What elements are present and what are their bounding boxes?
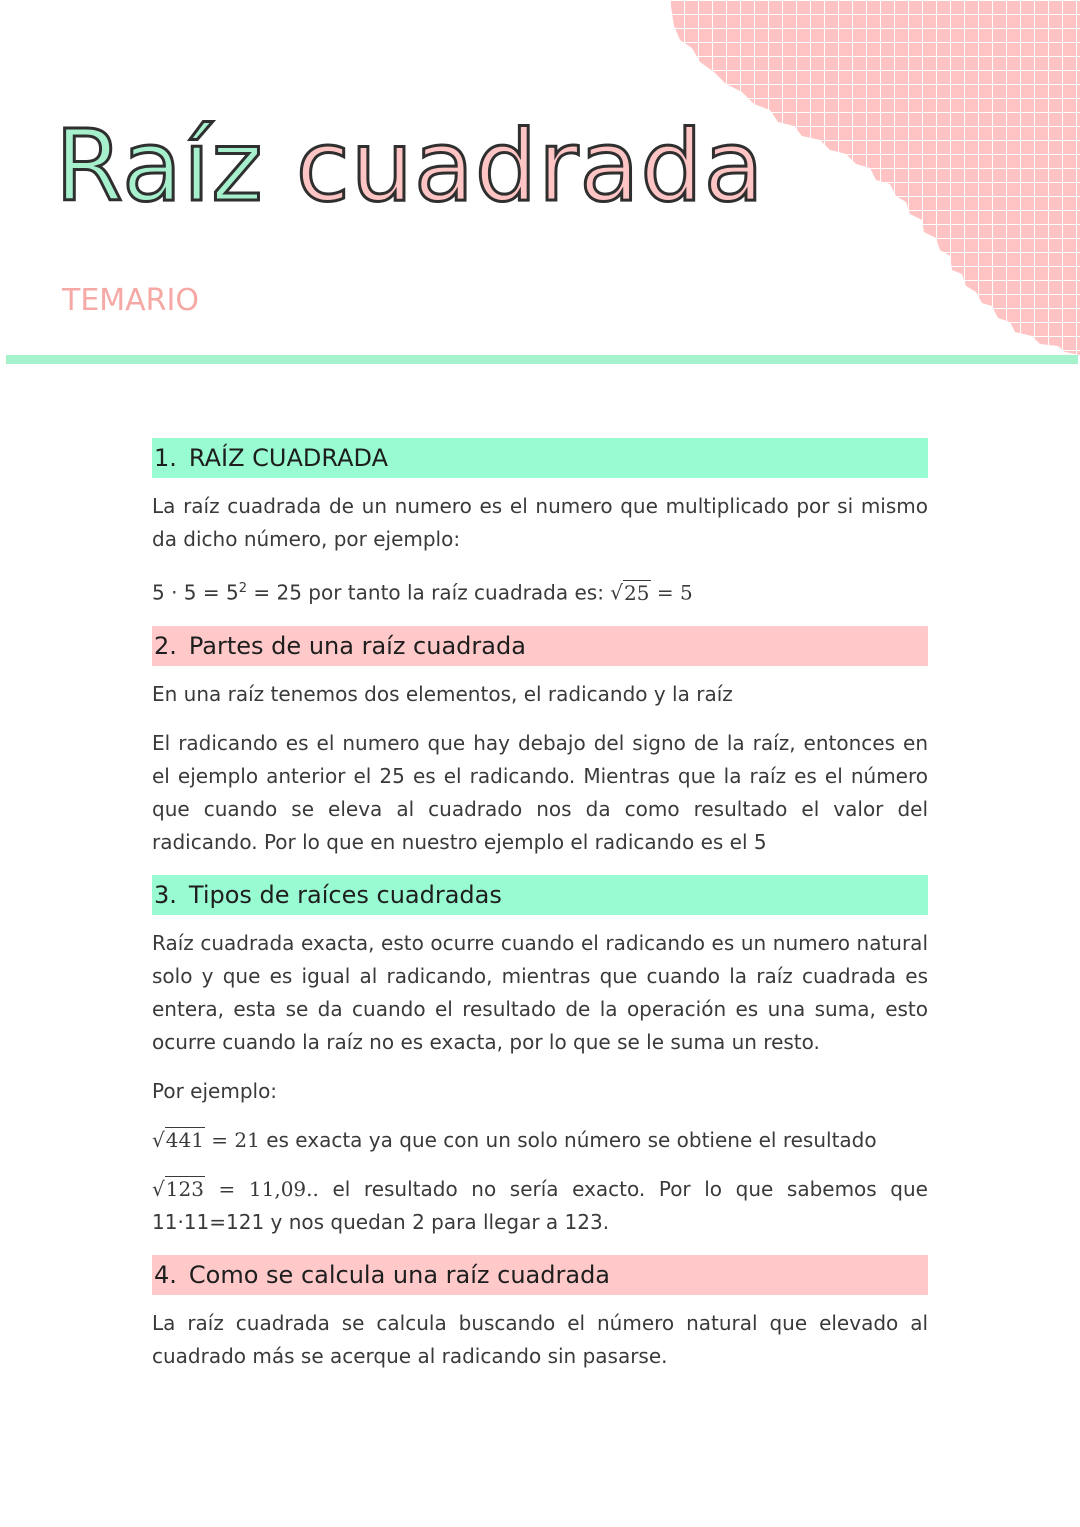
section-2-heading: 2. Partes de una raíz cuadrada — [152, 626, 928, 666]
section-1-example: $5 \cdot 5 = 5^2 = 25$ por tanto la raíz cuadrada es: √25 = 5 — [152, 580, 693, 605]
sqrt-25-expression: √25 = 5 — [610, 580, 693, 605]
page-title: Raíz cuadrada — [55, 110, 765, 224]
subtitle-temario: TEMARIO — [62, 283, 199, 318]
section-3-example-2: √123 = 11,09.. el resultado no sería exacto. Por lo que sabemos que 11·11=121 y nos quedan 2 para llegar a 123. — [152, 1176, 928, 1234]
section-1-heading: 1. RAÍZ CUADRADA — [152, 438, 928, 478]
section-4-heading: 4. Como se calcula una raíz cuadrada — [152, 1255, 928, 1295]
content-area — [152, 438, 928, 1389]
section-4-paragraph: La raíz cuadrada se calcula buscando el número natural que elevado al cuadrado más se acerque al radicando sin pasarse. — [152, 1310, 928, 1368]
section-2-paragraph-1: En una raíz tenemos dos elementos, el radicando y la raíz — [152, 681, 733, 706]
sqrt-123-expression: √123 = 11,09.. — [152, 1176, 319, 1201]
header-divider — [6, 355, 1078, 364]
section-3-paragraph-2: Por ejemplo: — [152, 1078, 278, 1103]
sqrt-441-expression: √441 = 21 — [152, 1127, 260, 1152]
section-2-paragraph-2: El radicando es el numero que hay debajo del signo de la raíz, entonces en el ejemplo anterior el 25 es el radicando. Mientras que la raíz es el número que cuando se eleva al cuadrado nos da como resultado el valor del radicando. Por lo que en nuestro ejemplo el radicando es el 5 — [152, 730, 928, 854]
section-3-heading: 3. Tipos de raíces cuadradas — [152, 875, 928, 915]
section-3-example-1: √441 = 21 es exacta ya que con un solo número se obtiene el resultado — [152, 1127, 877, 1152]
section-1-paragraph: La raíz cuadrada de un numero es el numero que multiplicado por si mismo da dicho número, por ejemplo: — [152, 494, 928, 551]
section-3-paragraph-1: Raíz cuadrada exacta, esto ocurre cuando el radicando es un numero natural solo y que es igual al radicando, mientras que cuando la raíz cuadrada es entera, esta se da cuando el resultado de la operación es una suma, esto ocurre cuando la raíz no es exacta, por lo que se le suma un resto. — [152, 930, 928, 1054]
